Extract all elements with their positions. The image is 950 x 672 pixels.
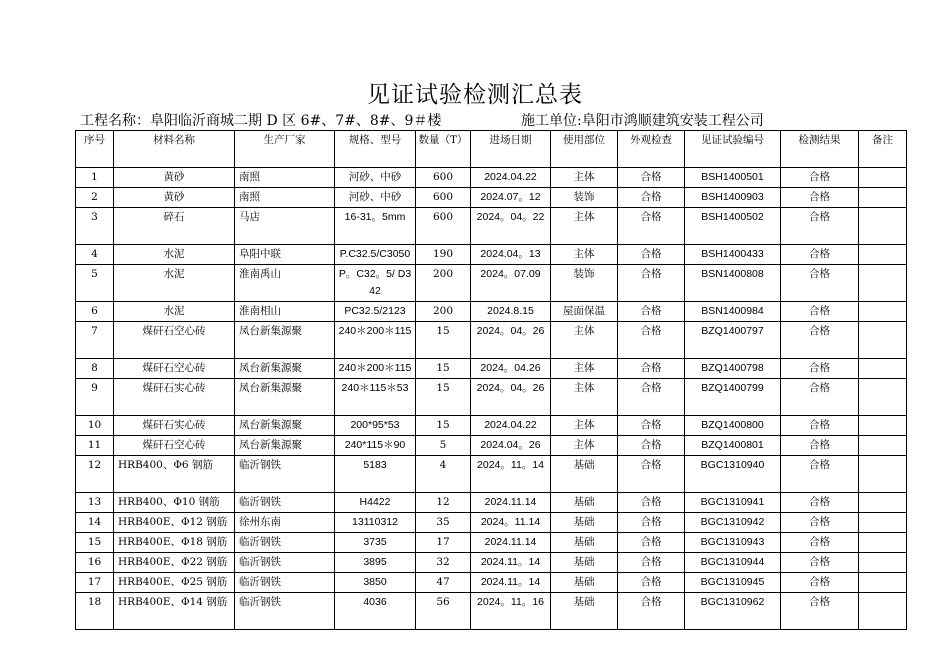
cell-material-name: 水泥 [114, 302, 235, 322]
table-row [76, 379, 907, 416]
cell-remarks [859, 533, 907, 553]
cell-usage-location: 主体 [551, 436, 618, 456]
table-row [76, 245, 907, 265]
cell-test-result: 合格 [781, 245, 859, 265]
cell-test-result: 合格 [781, 416, 859, 436]
cell-entry-date: 2024.11。14 [471, 553, 551, 573]
table-row [76, 436, 907, 456]
cell-specification: 河砂、中砂 [335, 188, 416, 208]
cell-index: 2 [76, 188, 114, 208]
cell-witness-test-number: BZQ1400801 [685, 436, 781, 456]
cell-witness-test-number: BGC1310945 [685, 573, 781, 593]
table-row [76, 573, 907, 593]
cell-appearance-check: 合格 [618, 493, 685, 513]
cell-manufacturer: 临沂钢铁 [235, 593, 335, 630]
cell-remarks [859, 188, 907, 208]
cell-appearance-check: 合格 [618, 188, 685, 208]
table-row [76, 416, 907, 436]
cell-index: 5 [76, 265, 114, 302]
header-specification: 规格、型号 [335, 131, 416, 168]
cell-appearance-check: 合格 [618, 302, 685, 322]
cell-remarks [859, 359, 907, 379]
cell-usage-location: 基础 [551, 593, 618, 630]
cell-appearance-check: 合格 [618, 593, 685, 630]
cell-witness-test-number: BGC1310942 [685, 513, 781, 533]
cell-remarks [859, 245, 907, 265]
cell-appearance-check: 合格 [618, 168, 685, 188]
cell-remarks [859, 513, 907, 533]
cell-usage-location: 主体 [551, 322, 618, 359]
cell-manufacturer: 临沂钢铁 [235, 573, 335, 593]
cell-specification: 3850 [335, 573, 416, 593]
cell-material-name: 黄砂 [114, 188, 235, 208]
cell-entry-date: 2024。11。14 [471, 456, 551, 493]
cell-quantity: 5 [416, 436, 471, 456]
cell-manufacturer: 临沂钢铁 [235, 533, 335, 553]
cell-remarks [859, 322, 907, 359]
cell-appearance-check: 合格 [618, 416, 685, 436]
table-row [76, 553, 907, 573]
cell-manufacturer: 凤台新集源聚 [235, 416, 335, 436]
cell-usage-location: 基础 [551, 513, 618, 533]
cell-remarks [859, 302, 907, 322]
cell-index: 3 [76, 208, 114, 245]
cell-quantity: 56 [416, 593, 471, 630]
cell-material-name: HRB400E、Φ22 钢筋 [114, 553, 235, 573]
table-row [76, 322, 907, 359]
header-manufacturer: 生产厂家 [235, 131, 335, 168]
cell-material-name: HRB400E、Φ12 钢筋 [114, 513, 235, 533]
cell-manufacturer: 临沂钢铁 [235, 493, 335, 513]
cell-manufacturer: 淮南禹山 [235, 265, 335, 302]
cell-appearance-check: 合格 [618, 533, 685, 553]
cell-material-name: HRB400、Φ10 钢筋 [114, 493, 235, 513]
table-row [76, 188, 907, 208]
cell-manufacturer: 凤台新集源聚 [235, 379, 335, 416]
cell-manufacturer: 徐州东南 [235, 513, 335, 533]
cell-material-name: 煤矸石空心砖 [114, 436, 235, 456]
cell-test-result: 合格 [781, 513, 859, 533]
cell-test-result: 合格 [781, 533, 859, 553]
cell-witness-test-number: BSH1400502 [685, 208, 781, 245]
table-row [76, 359, 907, 379]
cell-entry-date: 2024.8.15 [471, 302, 551, 322]
cell-witness-test-number: BSN1400984 [685, 302, 781, 322]
cell-material-name: HRB400、Φ6 钢筋 [114, 456, 235, 493]
cell-test-result: 合格 [781, 265, 859, 302]
cell-test-result: 合格 [781, 188, 859, 208]
cell-specification: 16-31。5mm [335, 208, 416, 245]
cell-test-result: 合格 [781, 593, 859, 630]
cell-remarks [859, 168, 907, 188]
cell-index: 12 [76, 456, 114, 493]
cell-index: 7 [76, 322, 114, 359]
cell-quantity: 190 [416, 245, 471, 265]
cell-entry-date: 2024。11.14 [471, 513, 551, 533]
table-row [76, 593, 907, 630]
cell-test-result: 合格 [781, 302, 859, 322]
cell-remarks [859, 416, 907, 436]
cell-index: 15 [76, 533, 114, 553]
cell-quantity: 600 [416, 208, 471, 245]
cell-entry-date: 2024。07.09 [471, 265, 551, 302]
cell-remarks [859, 493, 907, 513]
cell-test-result: 合格 [781, 436, 859, 456]
cell-remarks [859, 456, 907, 493]
cell-manufacturer: 临沂钢铁 [235, 553, 335, 573]
cell-manufacturer: 淮南相山 [235, 302, 335, 322]
cell-entry-date: 2024。04。26 [471, 322, 551, 359]
cell-entry-date: 2024.04.22 [471, 168, 551, 188]
table-body [76, 168, 907, 630]
cell-quantity: 600 [416, 168, 471, 188]
cell-index: 14 [76, 513, 114, 533]
cell-remarks [859, 208, 907, 245]
cell-usage-location: 主体 [551, 416, 618, 436]
cell-specification: 5183 [335, 456, 416, 493]
header-test-result: 检测结果 [781, 131, 859, 168]
cell-material-name: 水泥 [114, 245, 235, 265]
cell-usage-location: 装饰 [551, 265, 618, 302]
cell-witness-test-number: BZQ1400798 [685, 359, 781, 379]
cell-usage-location: 主体 [551, 168, 618, 188]
cell-specification: 240＊115＊53 [335, 379, 416, 416]
cell-usage-location: 主体 [551, 208, 618, 245]
cell-witness-test-number: BGC1310962 [685, 593, 781, 630]
cell-index: 13 [76, 493, 114, 513]
cell-index: 11 [76, 436, 114, 456]
cell-appearance-check: 合格 [618, 245, 685, 265]
table-row [76, 208, 907, 245]
cell-entry-date: 2024.11.14 [471, 493, 551, 513]
cell-specification: PC32.5/2123 [335, 302, 416, 322]
cell-index: 10 [76, 416, 114, 436]
cell-index: 16 [76, 553, 114, 573]
cell-usage-location: 主体 [551, 379, 618, 416]
cell-specification: P。C32。5/ D342 [335, 265, 416, 302]
cell-remarks [859, 265, 907, 302]
cell-quantity: 600 [416, 188, 471, 208]
header-quantity: 数量（T） [416, 131, 471, 168]
cell-witness-test-number: BSH1400903 [685, 188, 781, 208]
cell-witness-test-number: BSN1400808 [685, 265, 781, 302]
cell-witness-test-number: BGC1310940 [685, 456, 781, 493]
cell-remarks [859, 553, 907, 573]
header-remarks: 备注 [859, 131, 907, 168]
cell-test-result: 合格 [781, 359, 859, 379]
cell-appearance-check: 合格 [618, 208, 685, 245]
cell-index: 8 [76, 359, 114, 379]
cell-witness-test-number: BGC1310941 [685, 493, 781, 513]
cell-appearance-check: 合格 [618, 436, 685, 456]
cell-material-name: HRB400E、Φ14 钢筋 [114, 593, 235, 630]
cell-entry-date: 2024。04.26 [471, 359, 551, 379]
cell-specification: 200*95*53 [335, 416, 416, 436]
cell-witness-test-number: BGC1310944 [685, 553, 781, 573]
cell-test-result: 合格 [781, 379, 859, 416]
cell-witness-test-number: BZQ1400797 [685, 322, 781, 359]
cell-specification: 河砂、中砂 [335, 168, 416, 188]
cell-appearance-check: 合格 [618, 265, 685, 302]
cell-remarks [859, 436, 907, 456]
cell-quantity: 15 [416, 379, 471, 416]
cell-appearance-check: 合格 [618, 573, 685, 593]
cell-quantity: 15 [416, 359, 471, 379]
project-name: 工程名称：阜阳临沂商城二期 D 区 6#、7#、8#、9＃楼 [80, 113, 442, 129]
cell-specification: 3895 [335, 553, 416, 573]
table-row [76, 265, 907, 302]
table-row [76, 168, 907, 188]
cell-remarks [859, 593, 907, 630]
cell-test-result: 合格 [781, 493, 859, 513]
cell-manufacturer: 凤台新集源聚 [235, 436, 335, 456]
cell-witness-test-number: BZQ1400800 [685, 416, 781, 436]
document-title: 见证试验检测汇总表 [367, 82, 583, 108]
cell-manufacturer: 临沂钢铁 [235, 456, 335, 493]
cell-manufacturer: 凤台新集源聚 [235, 359, 335, 379]
cell-specification: 4036 [335, 593, 416, 630]
cell-test-result: 合格 [781, 208, 859, 245]
cell-material-name: 煤矸石空心砖 [114, 359, 235, 379]
cell-manufacturer: 南照 [235, 188, 335, 208]
cell-material-name: HRB400E、Φ25 钢筋 [114, 573, 235, 593]
cell-quantity: 32 [416, 553, 471, 573]
cell-quantity: 4 [416, 456, 471, 493]
header-usage-location: 使用部位 [551, 131, 618, 168]
cell-entry-date: 2024.11.14 [471, 533, 551, 553]
cell-test-result: 合格 [781, 456, 859, 493]
cell-usage-location: 基础 [551, 456, 618, 493]
cell-specification: H4422 [335, 493, 416, 513]
cell-appearance-check: 合格 [618, 379, 685, 416]
cell-entry-date: 2024.04。26 [471, 436, 551, 456]
cell-remarks [859, 573, 907, 593]
cell-material-name: 黄砂 [114, 168, 235, 188]
cell-manufacturer: 马店 [235, 208, 335, 245]
cell-index: 6 [76, 302, 114, 322]
table-row [76, 513, 907, 533]
cell-test-result: 合格 [781, 573, 859, 593]
cell-remarks [859, 379, 907, 416]
cell-appearance-check: 合格 [618, 513, 685, 533]
cell-quantity: 15 [416, 322, 471, 359]
cell-usage-location: 主体 [551, 245, 618, 265]
cell-entry-date: 2024.11。14 [471, 573, 551, 593]
cell-usage-location: 装饰 [551, 188, 618, 208]
cell-quantity: 200 [416, 265, 471, 302]
cell-usage-location: 屋面保温 [551, 302, 618, 322]
cell-specification: 240＊200＊115 [335, 359, 416, 379]
cell-specification: P.C32.5/C3050 [335, 245, 416, 265]
witness-test-summary-table [75, 130, 907, 630]
header-index: 序号 [76, 131, 114, 168]
cell-appearance-check: 合格 [618, 553, 685, 573]
table-row [76, 302, 907, 322]
cell-quantity: 12 [416, 493, 471, 513]
cell-entry-date: 2024。04。26 [471, 379, 551, 416]
cell-manufacturer: 南照 [235, 168, 335, 188]
cell-entry-date: 2024。04。22 [471, 208, 551, 245]
cell-index: 18 [76, 593, 114, 630]
cell-witness-test-number: BZQ1400799 [685, 379, 781, 416]
cell-appearance-check: 合格 [618, 322, 685, 359]
header-witness-test-number: 见证试验编号 [685, 131, 781, 168]
cell-manufacturer: 凤台新集源聚 [235, 322, 335, 359]
cell-index: 1 [76, 168, 114, 188]
table-header-row [76, 131, 907, 168]
cell-usage-location: 基础 [551, 573, 618, 593]
cell-usage-location: 主体 [551, 359, 618, 379]
table-row [76, 456, 907, 493]
cell-appearance-check: 合格 [618, 359, 685, 379]
cell-witness-test-number: BSH1400501 [685, 168, 781, 188]
cell-quantity: 35 [416, 513, 471, 533]
cell-material-name: 碎石 [114, 208, 235, 245]
cell-quantity: 200 [416, 302, 471, 322]
cell-material-name: 煤矸石空心砖 [114, 322, 235, 359]
cell-test-result: 合格 [781, 168, 859, 188]
cell-specification: 3735 [335, 533, 416, 553]
cell-material-name: 水泥 [114, 265, 235, 302]
cell-usage-location: 基础 [551, 533, 618, 553]
cell-quantity: 15 [416, 416, 471, 436]
cell-witness-test-number: BGC1310943 [685, 533, 781, 553]
cell-entry-date: 2024.07。12 [471, 188, 551, 208]
cell-witness-test-number: BSH1400433 [685, 245, 781, 265]
header-entry-date: 进场日期 [471, 131, 551, 168]
cell-specification: 240*115＊90 [335, 436, 416, 456]
cell-material-name: 煤矸石实心砖 [114, 379, 235, 416]
cell-appearance-check: 合格 [618, 456, 685, 493]
cell-specification: 240＊200＊115 [335, 322, 416, 359]
table-row [76, 493, 907, 513]
cell-manufacturer: 阜阳中联 [235, 245, 335, 265]
cell-entry-date: 2024.04。13 [471, 245, 551, 265]
cell-usage-location: 基础 [551, 553, 618, 573]
cell-entry-date: 2024。11。16 [471, 593, 551, 630]
cell-specification: 13110312 [335, 513, 416, 533]
cell-quantity: 47 [416, 573, 471, 593]
cell-index: 4 [76, 245, 114, 265]
header-material-name: 材料名称 [114, 131, 235, 168]
cell-quantity: 17 [416, 533, 471, 553]
cell-index: 17 [76, 573, 114, 593]
cell-test-result: 合格 [781, 553, 859, 573]
table-row [76, 533, 907, 553]
header-appearance-check: 外观检查 [618, 131, 685, 168]
cell-material-name: HRB400E、Φ18 钢筋 [114, 533, 235, 553]
construction-unit: 施工单位:阜阳市鸿顺建筑安装工程公司 [521, 113, 764, 129]
cell-index: 9 [76, 379, 114, 416]
cell-entry-date: 2024.04.22 [471, 416, 551, 436]
cell-material-name: 煤矸石实心砖 [114, 416, 235, 436]
cell-usage-location: 基础 [551, 493, 618, 513]
cell-test-result: 合格 [781, 322, 859, 359]
